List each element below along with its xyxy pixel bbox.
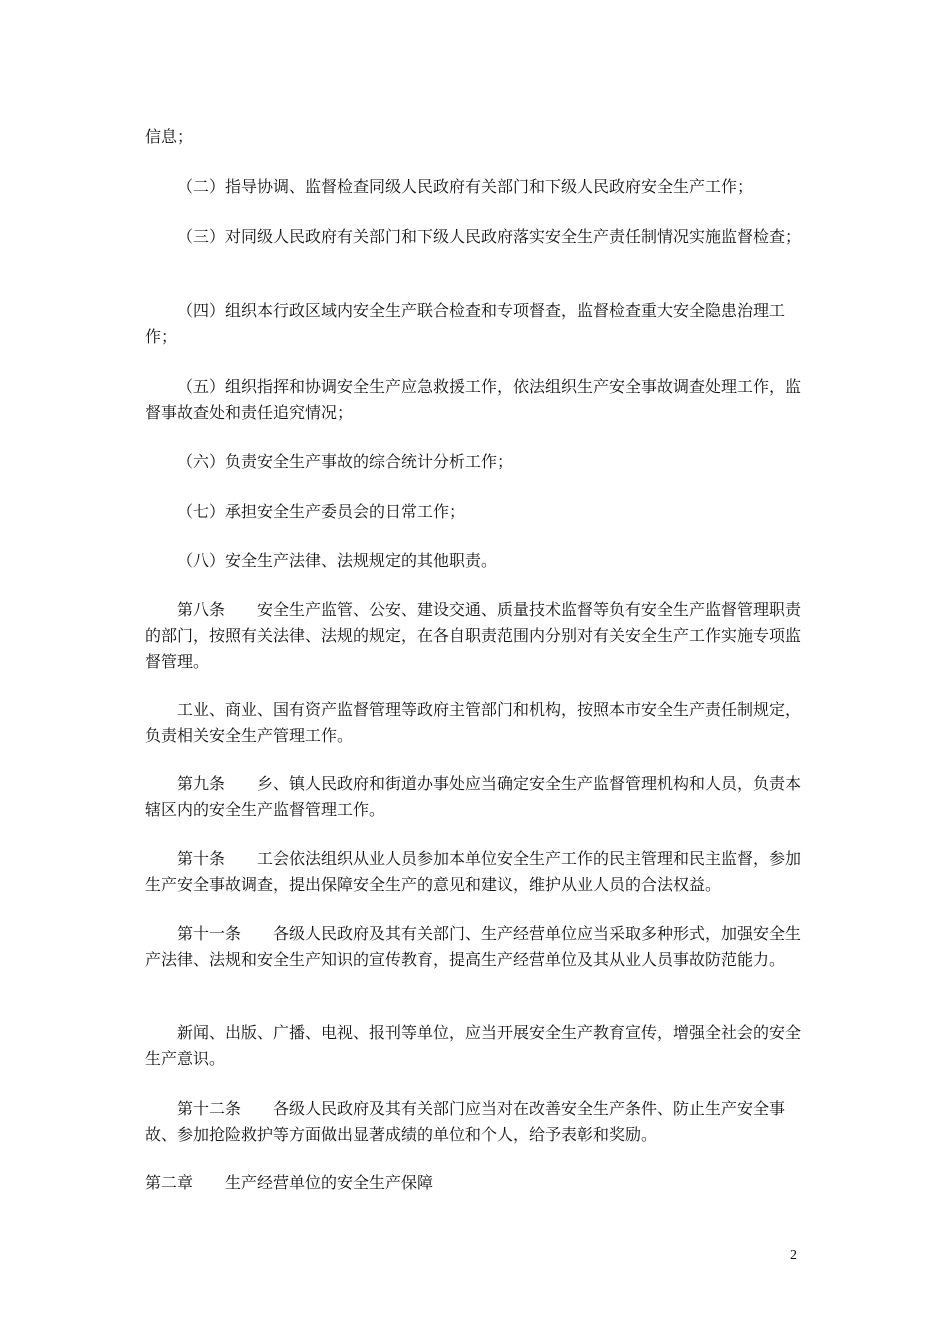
- article-12: 第十二条 各级人民政府及其有关部门应当对在改善安全生产条件、防止生产安全事故、参加抢险救护等方面做出显著成绩的单位和个人，给予表彰和奖励。: [145, 1099, 786, 1144]
- paragraph-item-3: （三）对同级人民政府有关部门和下级人民政府落实安全生产责任制情况实施监督检查；: [177, 227, 802, 246]
- article-11: 第十一条 各级人民政府及其有关部门、生产经营单位应当采取多种形式，加强安全生产法律、法规和安全生产知识的宣传教育，提高生产经营单位及其从业人员事故防范能力。: [145, 924, 802, 969]
- page-number: 2: [790, 1248, 797, 1263]
- paragraph-item-4: （四）组织本行政区域内安全生产联合检查和专项督查，监督检查重大安全隐患治理工作；: [145, 301, 786, 346]
- chapter-heading: 第二章 生产经营单位的安全生产保障: [145, 1173, 434, 1192]
- paragraph-item-6: （六）负责安全生产事故的综合统计分析工作；: [177, 452, 514, 471]
- paragraph-item-8: （八）安全生产法律、法规规定的其他职责。: [177, 551, 498, 570]
- article-9: 第九条 乡、镇人民政府和街道办事处应当确定安全生产监督管理机构和人员，负责本辖区内的安全生产监督管理工作。: [145, 774, 802, 819]
- paragraph-continuation: 信息；: [145, 127, 194, 146]
- paragraph-item-7: （七）承担安全生产委员会的日常工作；: [177, 502, 466, 521]
- article-10: 第十条 工会依法组织从业人员参加本单位安全生产工作的民主管理和民主监督，参加生产安全事故调查，提出保障安全生产的意见和建议，维护从业人员的合法权益。: [145, 849, 802, 894]
- paragraph-item-5: （五）组织指挥和协调安全生产应急救援工作，依法组织生产安全事故调查处理工作，监督事故查处和责任追究情况；: [145, 377, 802, 422]
- article-11-paragraph-2: 新闻、出版、广播、电视、报刊等单位，应当开展安全生产教育宣传，增强全社会的安全生产意识。: [145, 1023, 802, 1068]
- article-8: 第八条 安全生产监管、公安、建设交通、质量技术监督等负有安全生产监督管理职责的部门，按照有关法律、法规的规定，在各自职责范围内分别对有关安全生产工作实施专项监督管理。: [145, 600, 802, 671]
- paragraph-item-2: （二）指导协调、监督检查同级人民政府有关部门和下级人民政府安全生产工作；: [177, 177, 754, 196]
- article-8-paragraph-2: 工业、商业、国有资产监督管理等政府主管部门和机构，按照本市安全生产责任制规定，负责相关安全生产管理工作。: [145, 700, 802, 745]
